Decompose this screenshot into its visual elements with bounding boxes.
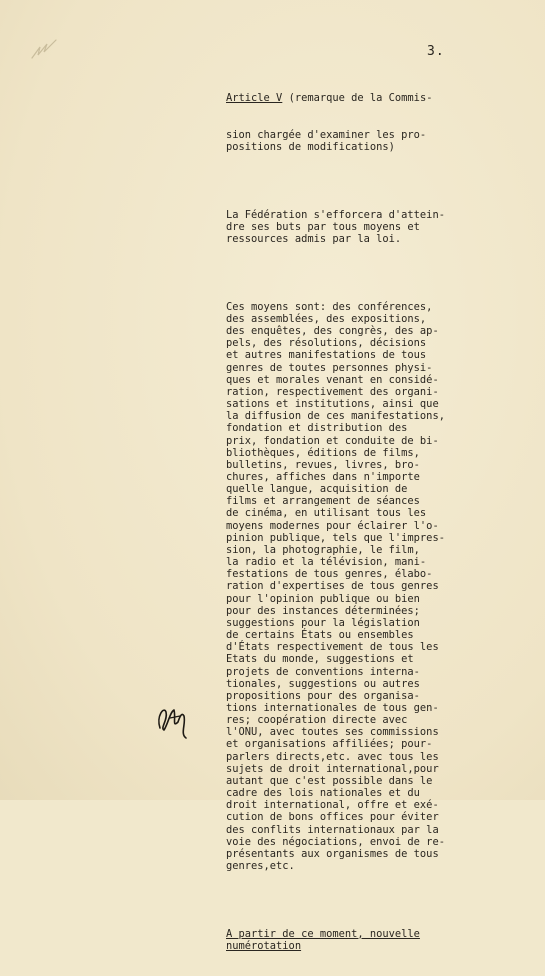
pencil-mark-icon [30, 38, 58, 60]
text-line: l'ONU, avec toutes ses commissions [226, 726, 439, 739]
text-line: des enquêtes, des congrès, des ap- [226, 325, 439, 338]
handwritten-initials [150, 698, 200, 740]
heading-line: sion chargée d'examiner les pro- [226, 128, 427, 141]
text-line: autant que c'est possible dans le [226, 774, 433, 787]
text-line: droit international, offre et exé- [226, 799, 439, 812]
text-line: prix, fondation et conduite de bi- [226, 434, 439, 447]
paragraph-aims [226, 209, 526, 245]
text-line: des assemblées, des expositions, [226, 312, 427, 325]
text-line: chures, affiches dans n'importe [226, 471, 420, 483]
heading-line: positions de modifications) [226, 140, 395, 153]
text-line: Etats du monde, suggestions et [226, 653, 414, 666]
text-line: bliothèques, éditions de films, [226, 446, 420, 459]
text-line: dre ses buts par tous moyens et [226, 220, 420, 233]
text-line: des conflits internationaux par la [226, 823, 439, 836]
text-line: festations de tous genres, élabo- [226, 568, 433, 581]
text-line: tionales, suggestions ou autres [226, 677, 420, 690]
text-line: projets de conventions interna- [226, 665, 420, 678]
text-line: sations et institutions, ainsi que [226, 398, 439, 411]
text-line: voie des négociations, envoi de re- [226, 835, 445, 848]
article-heading [226, 92, 526, 104]
text-line: pels, des résolutions, décisions [226, 337, 427, 350]
text-line: parlers directs,etc. avec tous les [226, 750, 439, 763]
text-line: films et arrangement de séances [226, 495, 420, 508]
text-line: genres de toutes personnes physi- [226, 361, 433, 374]
text-line: présentants aux organismes de tous [226, 847, 439, 860]
text-line: sujets de droit international,pour [226, 762, 439, 775]
text-line: ques et morales venant en considé- [226, 373, 439, 386]
text-line: pour l'opinion publique ou bien [226, 592, 420, 605]
text-line: genres,etc. [226, 860, 295, 872]
article-body [226, 68, 526, 976]
article-title-rest: (remarque de la Commis- [282, 92, 433, 105]
text-line: tions internationales de tous gen- [226, 701, 439, 714]
heading-lines [226, 129, 526, 153]
text-line: de cinéma, en utilisant tous les [226, 507, 427, 520]
text-line: bulletins, revues, livres, bro- [226, 458, 420, 471]
text-line: propositions pour des organisa- [226, 689, 420, 702]
text-line: La Fédération s'efforcera d'attein- [226, 208, 445, 221]
text-line: fondation et distribution des [226, 422, 408, 435]
text-line: sion, la photographie, le film, [226, 543, 420, 556]
text-line: et autres manifestations de tous [226, 349, 427, 362]
text-line: pinion publique, tels que l'impres- [226, 531, 445, 544]
text-line: et organisations affiliées; pour- [226, 738, 433, 751]
text-line: Ces moyens sont: des conférences, [226, 300, 433, 313]
text-line: ration, respectivement des organi- [226, 385, 439, 398]
text-line: la diffusion de ces manifestations, [226, 410, 445, 423]
text-line: ressources admis par la loi. [226, 233, 402, 246]
text-line: res; coopération directe avec [226, 714, 408, 727]
note-line: numérotation [226, 939, 302, 952]
text-line: de certains États ou ensembles [226, 629, 414, 642]
text-line: cution de bons offices pour éviter [226, 811, 439, 824]
renumbering-note [226, 928, 526, 952]
note-line: A partir de ce moment, nouvelle [226, 927, 420, 940]
text-line: moyens modernes pour éclairer l'o- [226, 519, 439, 532]
text-line: ration d'expertises de tous genres [226, 580, 439, 593]
text-line: cadre des lois nationales et du [226, 787, 420, 800]
text-line: pour des instances déterminées; [226, 604, 420, 617]
page-number: 3. [427, 44, 445, 59]
text-line: suggestions pour la législation [226, 616, 420, 629]
text-line: la radio et la télévision, mani- [226, 556, 427, 569]
paragraph-means [226, 301, 526, 872]
article-title: Article V [226, 92, 283, 105]
text-line: quelle langue, acquisition de [226, 483, 408, 496]
text-line: d'États respectivement de tous les [226, 641, 439, 654]
